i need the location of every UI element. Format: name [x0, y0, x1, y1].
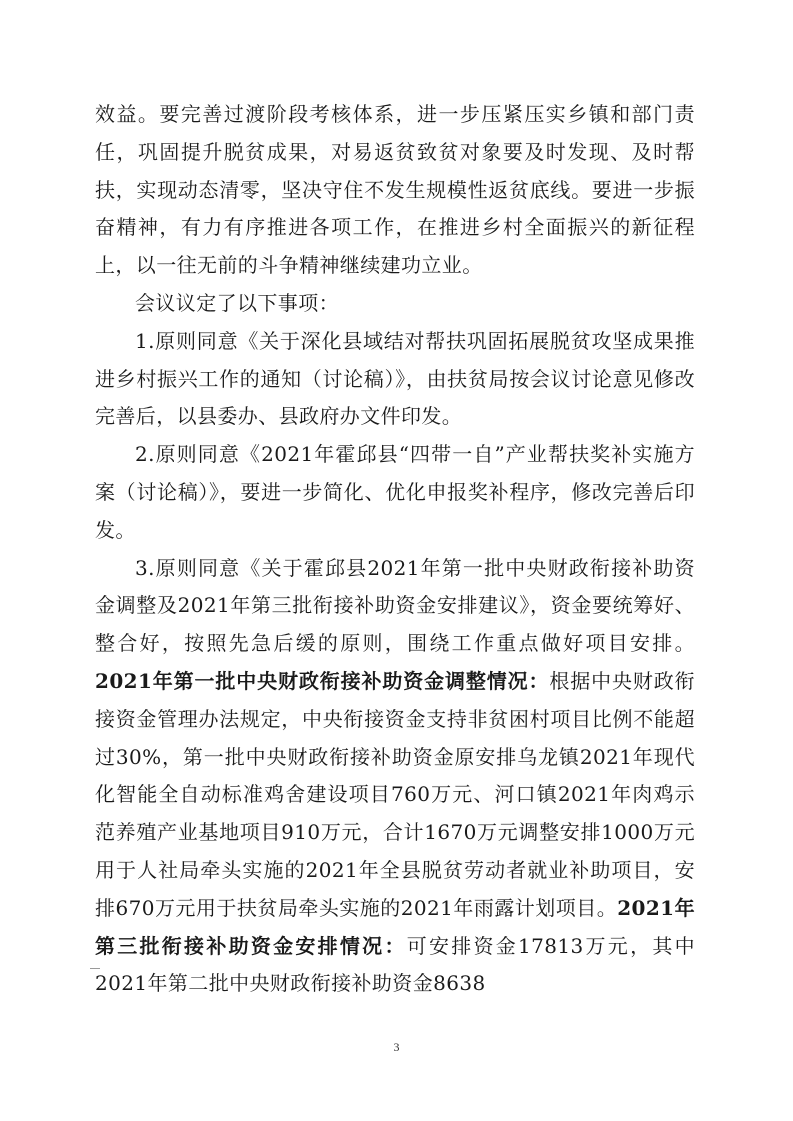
text-run: 效益。要完善过渡阶段考核体系，进一步压紧压实乡镇和部门责任，巩固提升脱贫成果，对易返贫致贫对象要及时发现、及时帮扶，实现动态清零，坚决守住不发生规模性返贫底线。要进一步振奋精神，有力有序推进各项工作，在推进乡村全面振兴的新征程上，以一往无前的斗争精神继续建功立业。 — [95, 102, 695, 278]
body-text — [95, 96, 695, 1003]
page-number: 3 — [393, 1040, 400, 1054]
text-run: 可安排资金17813万元，其中2021年第二批中央财政衔接补助资金8638 — [95, 933, 695, 996]
text-run: 2.原则同意《2021年霍邱县“四带一自”产业帮扶奖补实施方案（讨论稿）》，要进一步简化、优化申报奖补程序，修改完善后印发。 — [95, 442, 695, 542]
margin-scan-mark — [90, 968, 100, 969]
text-run: 1.原则同意《关于深化县域结对帮扶巩固拓展脱贫攻坚成果推进乡村振兴工作的通知（讨论稿）》，由扶贫局按会议讨论意见修改完善后，以县委办、县政府办文件印发。 — [95, 328, 695, 429]
text-run: 根据中央财政衔接资金管理办法规定，中央衔接资金支持非贫困村项目比例不能超过30%，第一批中央财政衔接补助资金原安排乌龙镇2021年现代化智能全自动标准鸡舍建设项目760万元、河口镇2021年肉鸡示范养殖产业基地项目910万元，合计1670万元调整安排1000万元用于人社局牵头实施的2021年全县脱贫劳动者就业补助项目，安排670万元用于扶贫局牵头实施的2021年雨露计划项目。 — [95, 668, 695, 920]
paragraph-continuation — [95, 96, 695, 285]
bold-heading-first-batch-adjustment: 2021年第一批中央财政衔接补助资金调整情况： — [95, 668, 550, 693]
paragraph-item-2 — [95, 436, 695, 549]
paragraph-decisions-intro — [95, 285, 695, 323]
bold-heading-third-batch-allocation: 2021年第三批衔接补助资金安排情况： — [95, 895, 695, 958]
paragraph-item-1 — [95, 323, 695, 436]
text-run: 会议议定了以下事项： — [135, 290, 339, 315]
text-run: 3.原则同意《关于霍邱县2021年第一批中央财政衔接补助资金调整及2021年第三批衔接补助资金安排建议》，资金要统筹好、整合好，按照先急后缓的原则，围绕工作重点做好项目安排。 — [95, 555, 695, 656]
paragraph-item-3 — [95, 550, 695, 1004]
